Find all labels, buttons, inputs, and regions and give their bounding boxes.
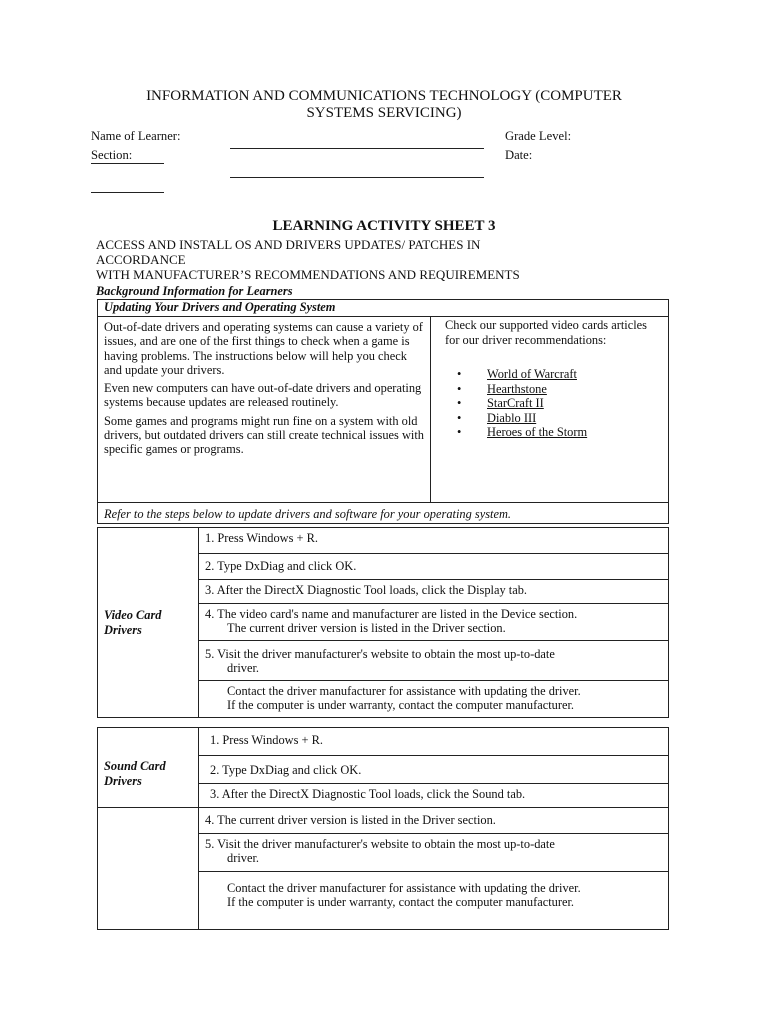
subtitle-line-2: ACCORDANCE	[96, 252, 186, 267]
list-item[interactable]	[457, 367, 654, 382]
sound-card-table	[97, 727, 669, 930]
info-paragraph: Out-of-date drivers and operating systems can cause a variety of issues, and are one of the first things to check when a game is having problems. The instructions below will help you check and update your drivers.	[104, 320, 423, 377]
table-row	[199, 784, 669, 808]
subtitle-line-1: ACCESS AND INSTALL OS AND DRIVERS UPDATES/ PATCHES IN	[96, 237, 481, 252]
step-text: 3. After the DirectX Diagnostic Tool loads, click the Sound tab.	[210, 787, 526, 801]
table-row	[199, 808, 669, 834]
section-label-underline	[91, 163, 164, 164]
video-card-label-cell	[98, 528, 199, 718]
name-field[interactable]	[230, 148, 484, 149]
step-text-continued: driver.	[227, 661, 259, 675]
title-line-1: INFORMATION AND COMMUNICATIONS TECHNOLOGY (COMPUTER	[146, 88, 622, 104]
video-card-label: Drivers	[104, 622, 142, 637]
link-diablo-iii[interactable]: Diablo III	[487, 410, 537, 425]
step-text-continued: If the computer is under warranty, contact the computer manufacturer.	[227, 895, 575, 909]
table-row	[199, 580, 669, 604]
section-field[interactable]	[230, 177, 484, 178]
table-row	[199, 554, 669, 580]
step-text: 5. Visit the driver manufacturer's website to obtain the most up-to-date	[205, 647, 555, 661]
step-text: 1. Press Windows + R.	[210, 733, 323, 747]
game-links-list	[457, 367, 654, 440]
step-text: Contact the driver manufacturer for assistance with updating the driver.	[227, 684, 581, 698]
info-heading: Updating Your Drivers and Operating System	[104, 300, 336, 314]
step-text-continued: driver.	[227, 851, 259, 865]
grade-label: Grade Level:	[505, 129, 572, 143]
table-row	[199, 872, 669, 930]
background-heading: Background Information for Learners	[96, 284, 293, 298]
list-item[interactable]	[457, 411, 654, 426]
table-row	[199, 681, 669, 718]
section-label: Section:	[91, 148, 133, 162]
table-row	[199, 641, 669, 681]
list-item[interactable]	[457, 382, 654, 397]
step-text: 2. Type DxDiag and click OK.	[210, 763, 362, 777]
step-text: 1. Press Windows + R.	[205, 531, 318, 545]
subtitle	[96, 237, 520, 282]
sound-card-label-cell	[98, 728, 199, 808]
step-text-continued: If the computer is under warranty, contact the computer manufacturer.	[227, 698, 575, 712]
list-item[interactable]	[457, 396, 654, 411]
info-footer: Refer to the steps below to update drivers and software for your operating system.	[104, 507, 512, 521]
info-right-cell	[431, 317, 669, 503]
step-text: 2. Type DxDiag and click OK.	[205, 559, 357, 573]
link-world-of-warcraft[interactable]: World of Warcraft	[487, 367, 577, 381]
name-label: Name of Learner:	[91, 129, 181, 143]
sound-card-empty-cell	[98, 808, 199, 930]
link-hearthstone[interactable]: Hearthstone	[487, 381, 547, 396]
table-row	[199, 834, 669, 872]
info-table	[97, 299, 669, 524]
info-footer-cell	[98, 503, 669, 524]
table-row	[199, 728, 669, 756]
list-item[interactable]	[457, 425, 654, 440]
link-heroes-of-the-storm[interactable]: Heroes of the Storm	[487, 425, 588, 440]
subtitle-line-3: WITH MANUFACTURER’S RECOMMENDATIONS AND REQUIREMENTS	[96, 267, 520, 282]
info-paragraph: Even new computers can have out-of-date drivers and operating systems because updates are released routinely.	[104, 381, 422, 410]
step-text: 5. Visit the driver manufacturer's website to obtain the most up-to-date	[205, 837, 555, 851]
info-left-cell	[98, 317, 431, 503]
info-paragraph: Some games and programs might run fine on a system with old drivers, but outdated drivers can still create technical issues with specific games or programs.	[104, 413, 424, 457]
document-title	[90, 88, 678, 122]
sound-card-label: Drivers	[104, 773, 142, 788]
video-card-label: Video Card	[104, 608, 162, 622]
video-card-table	[97, 527, 669, 718]
date-label: Date:	[505, 148, 533, 162]
sound-card-label: Sound Card	[104, 759, 166, 773]
step-text-continued: The current driver version is listed in the Driver section.	[227, 621, 506, 635]
section-field-line[interactable]	[91, 192, 164, 193]
table-row	[199, 604, 669, 641]
link-starcraft-ii[interactable]: StarCraft II	[487, 396, 544, 411]
step-text: 4. The video card's name and manufacturer are listed in the Device section.	[205, 607, 578, 621]
step-text: 3. After the DirectX Diagnostic Tool loads, click the Display tab.	[205, 583, 528, 597]
links-intro: Check our supported video cards articles for our driver recommendations:	[445, 318, 647, 347]
title-line-2: SYSTEMS SERVICING)	[306, 105, 462, 121]
step-text: Contact the driver manufacturer for assistance with updating the driver.	[227, 881, 581, 895]
table-row	[199, 756, 669, 784]
step-text: 4. The current driver version is listed in the Driver section.	[205, 813, 496, 827]
info-heading-cell	[98, 300, 669, 317]
sheet-title: LEARNING ACTIVITY SHEET 3	[272, 218, 496, 234]
table-row	[199, 528, 669, 554]
